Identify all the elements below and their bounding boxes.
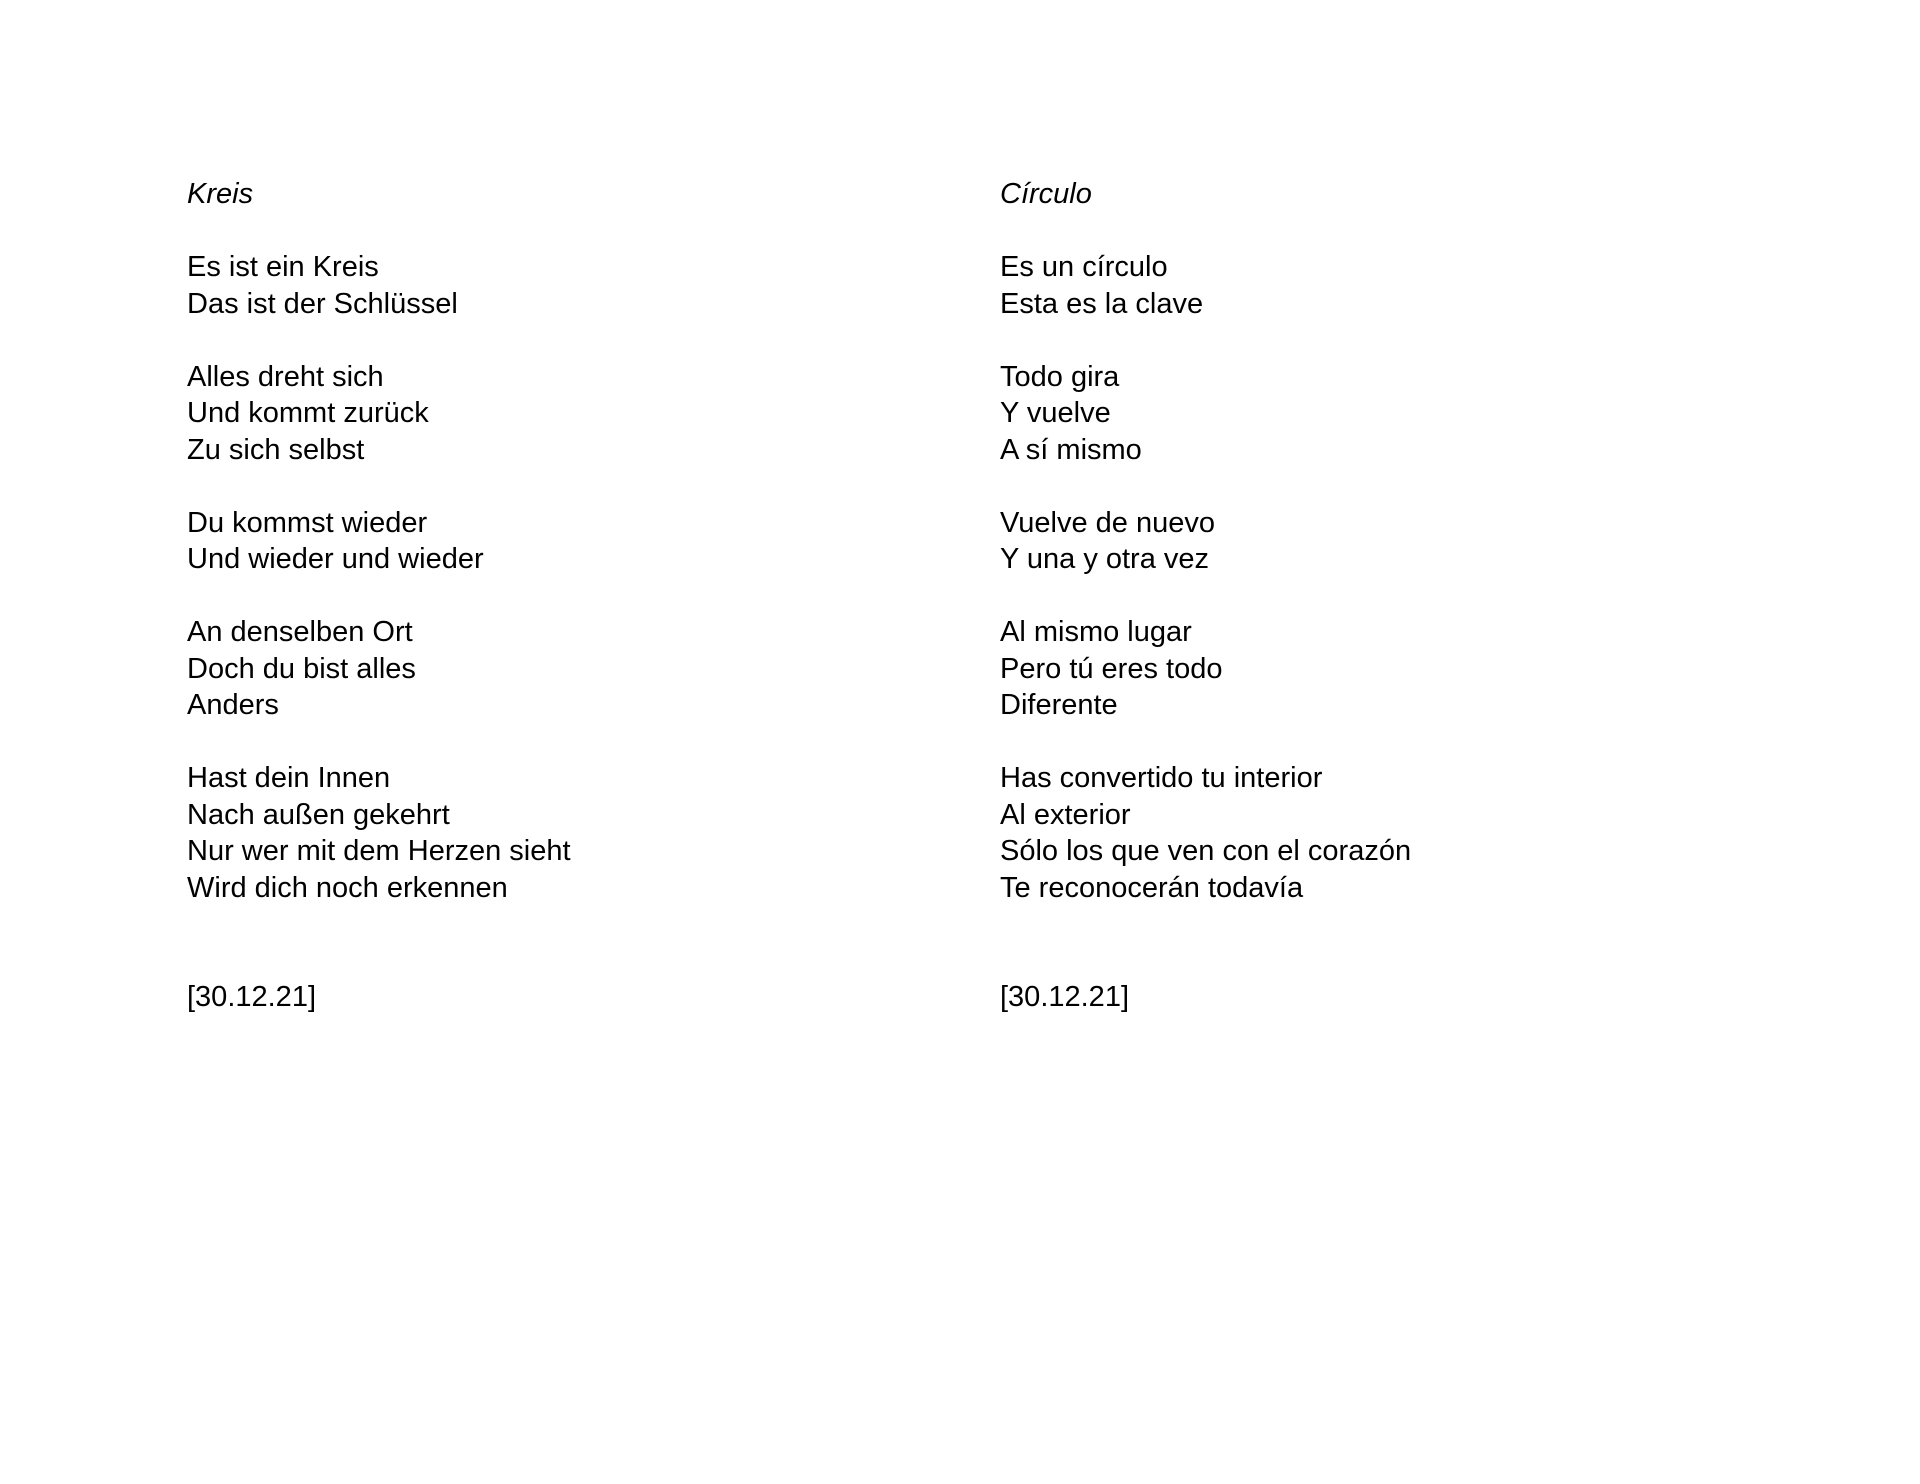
- poem-line: Nach außen gekehrt: [187, 798, 450, 831]
- poem-line: Anders: [187, 689, 279, 721]
- poem-line: Y una y otra vez: [1000, 543, 1210, 575]
- poem-line: Du kommst wieder: [187, 506, 428, 539]
- stanza: [187, 614, 967, 724]
- poem-line: Pero tú eres todo: [1000, 652, 1223, 685]
- poem-line: Und kommt zurück: [187, 397, 429, 429]
- poem-german: [187, 176, 967, 1016]
- poem-line: Es un círculo: [1000, 251, 1168, 283]
- stanza: [187, 760, 967, 906]
- poem-line: Nur wer mit dem Herzen sieht: [187, 835, 571, 867]
- stanza: [187, 359, 967, 469]
- poem-line: Todo gira: [1000, 360, 1120, 393]
- poem-line: Und wieder und wieder: [187, 543, 484, 575]
- stanza: [1000, 249, 1800, 322]
- poem-line: Te reconocerán todavía: [1000, 871, 1304, 904]
- stanza: [1000, 760, 1800, 906]
- poem-line: A sí mismo: [1000, 433, 1142, 466]
- stanza: [1000, 359, 1800, 469]
- poem-spanish: [1000, 176, 1800, 1016]
- poem-line: Das ist der Schlüssel: [187, 287, 458, 320]
- stanza: [1000, 614, 1800, 724]
- poem-line: Es ist ein Kreis: [187, 251, 379, 283]
- stanza: [1000, 505, 1800, 578]
- poem-line: Diferente: [1000, 689, 1118, 721]
- poem-title: Kreis: [187, 178, 254, 210]
- poem-line: An denselben Ort: [187, 616, 413, 648]
- stanza: [187, 505, 967, 578]
- poem-line: Sólo los que ven con el corazón: [1000, 835, 1412, 867]
- poem-date: [30.12.21]: [187, 981, 316, 1013]
- poem-line: Vuelve de nuevo: [1000, 506, 1215, 539]
- poem-date: [30.12.21]: [1000, 981, 1129, 1013]
- poem-line: Alles dreht sich: [187, 360, 384, 393]
- stanza: [187, 249, 967, 322]
- poem-title: Círculo: [1000, 178, 1092, 210]
- poem-line: Al mismo lugar: [1000, 616, 1192, 648]
- poem-line: Doch du bist alles: [187, 652, 416, 685]
- poem-line: Esta es la clave: [1000, 287, 1204, 320]
- poem-line: Zu sich selbst: [187, 433, 365, 466]
- poem-line: Has convertido tu interior: [1000, 762, 1323, 794]
- poem-line: Al exterior: [1000, 798, 1131, 831]
- poem-line: Hast dein Innen: [187, 762, 391, 794]
- poem-line: Y vuelve: [1000, 397, 1111, 429]
- poem-line: Wird dich noch erkennen: [187, 871, 508, 904]
